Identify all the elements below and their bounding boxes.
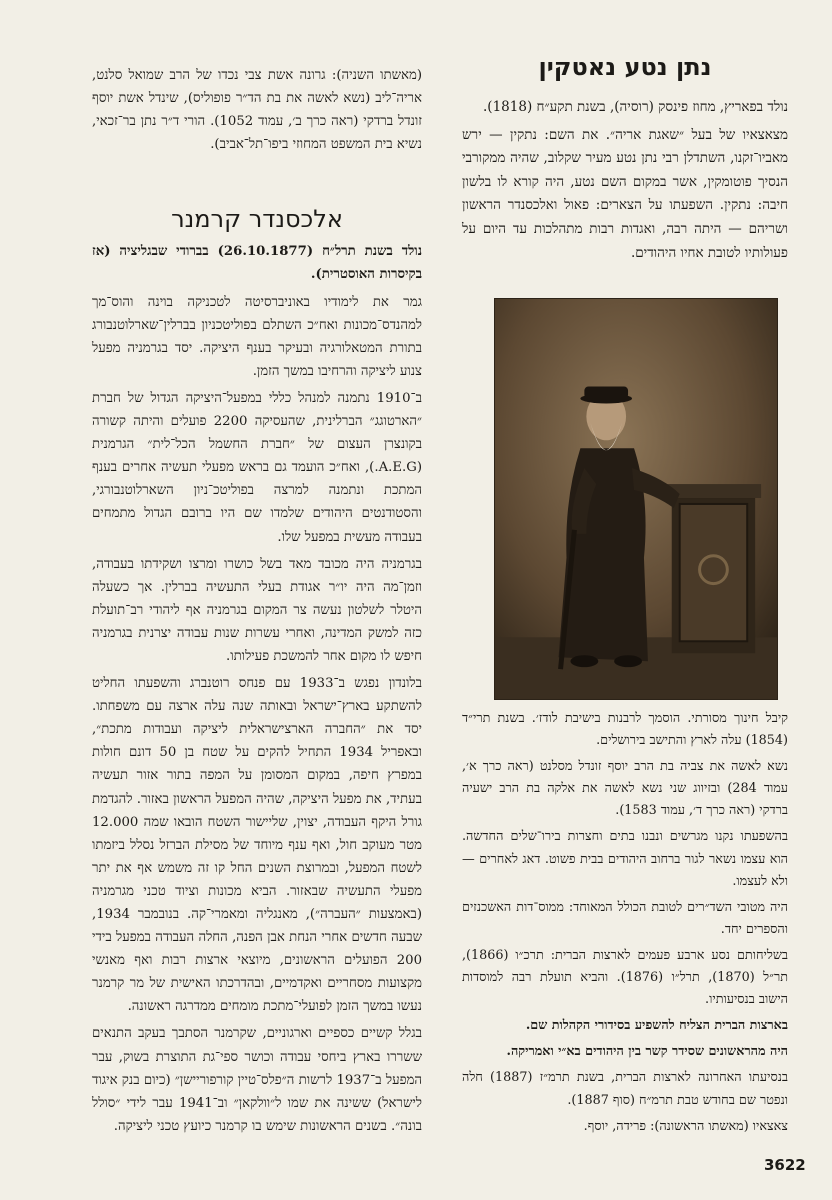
portrait-photo <box>494 298 778 700</box>
paragraph: בארצות הברית הצליח להשפיע בסידורי הקהלות שם. <box>525 1018 788 1034</box>
paragraph: נולד בפאריץ, מחוז פינסק (רוסיה), בשנת תקע״ח (1818). <box>483 99 788 115</box>
paragraph: בשליחותם נסע ארבע פעמים לארצות הברית: תרכ״ו (1866), תר״ל (1870), תרל״ו (1876). והביא תועלת רבה למוסדות הישוב בנסיעותיו. <box>462 947 789 1008</box>
paragraph: היה מטובי השד״רים לטובת הכולל המאוחד: ממוס־דות האשכנזים והספרים יחד. <box>462 899 788 937</box>
paragraph: בגרמניה היה מכובד מאד בשל כושרו ומרצו ושקידתו בעבודה, וזמן־מה היה יו״ר אגודת בעלי התעשיה בברלין. אך כשעלה היטלר לשלטון נעשה צר המקום בגרמניה אף ליהודי רב־תועלת כזה למשק המדינה, ואחרי עשרות שנות עבודה יצרנית בגרמניה חיפש לו מקום אחר להמשכת פעילותו. <box>92 556 422 664</box>
right-column <box>462 52 788 269</box>
paragraph: צאצאיו (מאשתו הראשונה): פרידה, יוסף. <box>583 1118 788 1134</box>
paragraph: בגלל קשיים כספיים וארגוניים, שקרמנר הסתבך בעקב התנאים ששררו בארץ ביחסי עבודה וכושר ספי־גת התוצרת בשוק, עבר המפעל ב־1937 לרשות ה״פלס־טיין קורפוריישן״ (כיום בנק איגוד לישראל) ששינה את שמו ל״וולקאן״ וב־1941 עבר לידי ״סולל בונה״. בשנים הראשונות שימש בו קרמנר כיועץ טכני ליציקה. <box>92 1026 422 1134</box>
article-title-natkin: נתן נטע נאטקין <box>538 53 712 81</box>
paragraph: בהשפעתו נקנו מגרשים ונבנו בתים וחצרות בירו־שלים החדשה. הוא עצמו נשאר לגור ברחוב היהודים בבית פשוט. דאג לאחרים — ולא לעצמו. <box>462 829 788 889</box>
paragraph: היה מהראשונים שסידר קשר בין היהודים בא״י ואמריקה. <box>506 1044 788 1060</box>
paragraph: מצאצאיו של בעל ״שאגת אריה״. את השם: נתקין — ירש מאביו־זקנו, השתדלן רבי נתן נטע מעיר שקלוב, שהיה ממקורבי הנסיך פוטומקין, אשר במקום השם נטע, היה קורא לו בלשון חיבה: נתקין. השפעתו על הצארים: פאול ואלכסנדר הראשון ושריהם — היתה רבה, ואגדות רבות מתהלכות עד היום על פעולותיו לטובת אחיו היהודים. <box>462 126 788 261</box>
paragraph: נשא לאשה את צביה בת הרב יוסף זונדל מסלנט (ראה כרך א׳, עמוד 284) ובזיווג שני נשא לאשה את אלקה בת הרב ישעיה ברדקי (ראה כרך ד׳, עמוד 1583). <box>462 759 788 819</box>
paragraph: בנסיעתו האחרונה לארצות הברית, בשנת תרמ״ז (1887) חלה ונפטר שם בחודש טבת תרמ״ח (סוף 1887). <box>462 1070 788 1108</box>
article-title-kremner: אלכסנדר קרמנר <box>171 205 343 234</box>
paragraph: בלונדון נפגש ב־1933 עם פנחס רוטנברג והשפעתו החליט להשתקע בארץ־ישראל ובאותה שנה עלה ארצה עם משפחתו. יסד את ״החברה הארצישראלית ליציקה ועבודות מתכת״, ובאפריל 1934 התחיל להקים על שטח בן 50 דונם חולות במפרץ חיפה, במקום המסומן על המפה בתור אזור תעשיה בעתיד, את מפעל היציקה, שהיה המפעל הראשון באזור. להגדמת גורל היקף העבודה, יצוין, שליישור השטח הובאו שמה 12.000 מטר מעוקב חול, ואף ענף מיוחד של מסילת הברזל נסלל ביזמתו לשטח המפעל, ובמרוצת השנים החל קו זה משמש אף את יתר מפעלי התעשיה שבאזור. הביא מכונות וציוד טכני מגרמניה (באמצעות ״העברה״), מאנגליה ומאמרי־קה. בנובמבר 1934, שבעה חדשים אחרי הנחת אבן הפנה, החלה העבודה במפעל בידי 200 הפועלים הראשונים, מיוצאי ארצות רבות ואף מאנשי מקצועות מסחריים ואקדמיים, ובהדרכתו האישית של מר קרמנר נעשו במשך הזמן לפועלי־מתכת מומחים ממדרגה ראשונה. <box>92 676 422 1015</box>
left-column <box>92 64 422 1142</box>
paragraph: ב־1910 נתמנה למנהל כללי במפעל־היציקה הגדול של חברת ״הארטוגג״ הברלינית, שהעסיקה 2200 פועלים והיתה קשורה בקונצרן העצום של ״חברת החשמל הכל־לית״ הגרמנית (A.E.G.), ואח״כ הועמד גם בראש מפעלי תעשיה אחרים בענף המתכת ונתמנה למרצה בפוליטכ־ניון השארלוטנבורגי, והסטודנטים היהודים שלמדו שם היו ברובם הגדול מתמחים בעבודה מעשית במפעל שלו. <box>92 390 422 545</box>
paragraph: קיבל חינוך מסורתי. הוסמך לרבנות בישיבת לודז׳. בשנת תרי״ד (1854) עלה לארץ והתישב בירושלים. <box>462 711 788 749</box>
right-column-bottom <box>462 708 788 1142</box>
paragraph: נולד בשנת תרל״ח (26.10.1877) בברודי שבגליציה (אז בקיסרות האוסטרית). <box>92 244 423 283</box>
portrait-photo-image <box>495 299 777 699</box>
paragraph: גמר את לימודיו באוניברסיטה לטכניקה בוינה והוס־מך למהנדס־מכונות ואח״כ השתלם בפוליטכניון בברלין־שארלוטנבורג בתורת המטאלורגיה ובעיקר בענף היציקה. יסד בגרמניה מפעל צנוע ליציקה והרחיבו במשך הזמן. <box>92 294 422 379</box>
page-number: 3622 <box>764 1156 806 1174</box>
paragraph: (מאשתו השניה): גרונה אשת צבי נכדו של הרב שמואל סלנט, אריה־ליב (נשא לאשה את בת הד״ר פופוליס), שינדל אשת יוסף זונדל ברדקי (ראה כרך ב׳, עמוד 1052). הורי ד״ר נתן בר־זכאי, נשיא בית המשפט המחוזי ביפו־תל־אביב). <box>92 68 422 153</box>
